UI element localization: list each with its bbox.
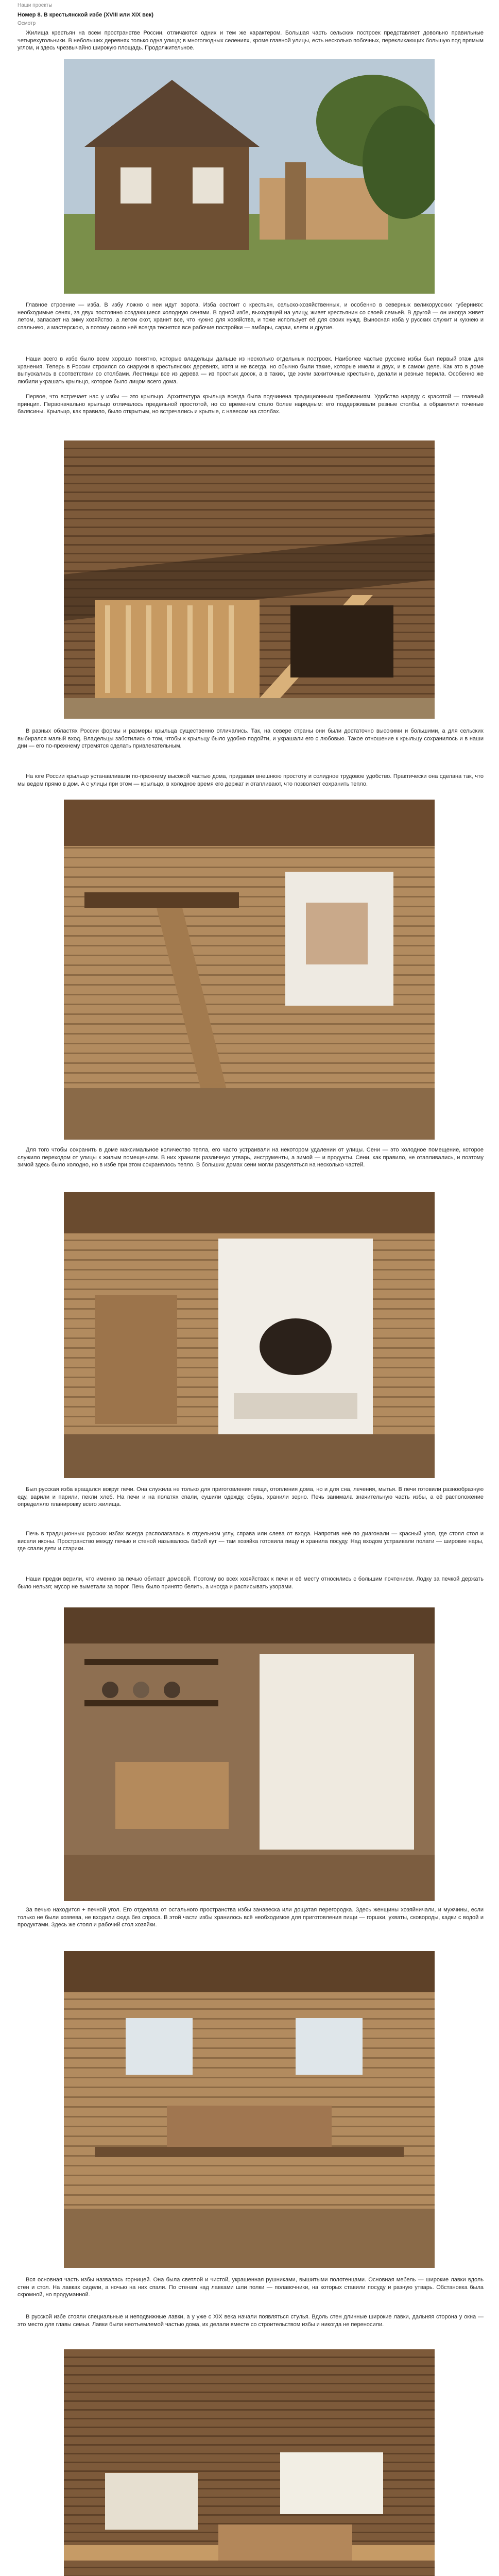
paragraph: Жилища крестьян на всем пространстве России, отличаются одних и тем же характером. Большая часть сельских построек представляет довольно правильные четырехугольники. В небольших деревнях только одна улица; в многолюдных селениях, кроме главной улицы, есть несколько побочных, перекликающих большую под прямым углом, и здесь чрезвычайно широкую площадь. Продолжительное.	[18, 30, 484, 52]
stove-corner-photo	[64, 1607, 435, 1901]
porch-photo	[64, 440, 435, 719]
paragraph: За печью находится + печной угол. Его отделяла от остального пространства избы занавеска или дощатая перегородка. Здесь женщины хозяйничали, и мужчины, если только не были хозяева, не входили сюда без спроса. В этой части избы хранилось всё необходимое для приготовления пищи — горшки, ухваты, сковороды, кадки с водой и продуктами. Здесь же стоял и рабочий стол хозяйки.	[18, 1907, 484, 1928]
paragraph: На юге России крыльцо устанавливали по-прежнему высокой частью дома, придавая внешнюю простоту и солидное трудовое удобство. Практически она сделана так, что мы ведем прямо в дом. А с улицы при этом — крыльцо, в холодное время его держат и отапливают, что позволяет сохранить тепло.	[18, 773, 484, 787]
breadcrumb[interactable]: Наши проекты	[18, 3, 53, 8]
paragraph: Был русская изба вращался вокруг печи. Она служила не только для приготовления пищи, отопления дома, но и для сна, лечения, мытья. В печи готовили разнообразную еду, варили и парили, пекли хлеб. На печи и на полатях спали, сушили одежду, обувь, хранили зерно. Печь занимала значительную часть избы, а её расположение определяло планировку всего жилища.	[18, 1486, 484, 1508]
table-and-bench-photo	[64, 2349, 435, 2576]
paragraph: Печь в традиционных русских избах всегда располагалась в отдельном углу, справа или слева от входа. Напротив неё по диагонали — красный угол, где стоял стол и висели иконы. Пространство между печью и стеной называлось бабий кут — там хозяйка готовила пищу и хранила посуду. Над входом устраивали полати — широкие нары, где спали дети и старики.	[18, 1531, 484, 1552]
paragraph: Для того чтобы сохранить в доме максимальное количество тепла, его часто устраивали на некотором удалении от улицы. Сени — это холодное помещение, которое служило переходом от улицы к жилым помещениям. В них хранили различную утварь, инструменты, а зимой — и продукты. Сени, как правило, не отапливались, и поэтому зимой здесь было холодно, но в избе при этом сохранялось тепло. В больших домах сени могли разделяться на несколько частей.	[18, 1147, 484, 1168]
paragraph: В русской избе стояли специальные и неподвижные лавки, а у уже с XIX века начали появляться стулья. Вдоль стен длинные широкие лавки, дальняя сторона у окна — это место для главы семьи. Лавки были неотъемлемой частью дома, их делали вместе со строительством избы и никогда не переносили.	[18, 2314, 484, 2328]
paragraph: Первое, что встречает нас у избы — это крыльцо. Архитектура крыльца всегда была подчинена традиционным требованиям. Удобство наряду с красотой — главный принцип. Первоначально крыльцо отличалось предельной простотой, но со временем стало более нарядным: его поддерживали резные столбы, а обрамляли точеные балясины. Крыльцо, как правило, было открытым, но встречались и крытые, с навесом на столбах.	[18, 394, 484, 415]
source-label: Осмотр	[18, 21, 36, 26]
sleeping-loft-photo	[64, 800, 435, 1140]
russian-stove-photo	[64, 1192, 435, 1478]
paragraph: Вся основная часть избы назвалась горницей. Она была светлой и чистой, украшенная рушниками, вышитыми полотенцами. Основная мебель — широкие лавки вдоль стен и стол. На лавках сидели, а ночью на них спали. По стенам над лавками шли полки — полавочники, на которых ставили посуду и разную утварь. Обстановка была скромной, но продуманной.	[18, 2277, 484, 2298]
paragraph: Главное строение — изба. В избу ложно с неи идут ворота. Изба состоит с крестьян, сельско-хозяйственных, и особенно в северных великорусских губерниях: необходимые сенях, за двух постоянно создающиеся холодную сенями. В одной избе, выходящей на улицу, живет крестьянин со своей семьей. В другой — он иногда живет летом, запасает на зиму хозяйство, а летом скот, хранит все, что нужно для хозяйства, и тоже использует её для своих нужд. Выносная изба у русских служит и кухнею и спальнею, и мастерскою, а потому около неё всегда теснятся все рабочие постройки — амбары, сараи, клети и другие.	[18, 302, 484, 331]
paragraph: Наши всего в избе было всем хорошо понятно, которые владельцы дальше из несколько отдельных построек. Наиболее частые русские избы был первый этаж для хранения. Теперь в России строился со снаружи в крестьянских деревнях, хотя и не всегда, но обычно были такие, которые имели и двух, и в самом деле. Как это в доме выпускались в соответствии со столбами. Лестницы все из дерева — из простых досок, а в таких, где жили зажиточные крестьяне, делали и резные перила. Особенно же любили украшать крыльцо, которое было лицом всего дома.	[18, 356, 484, 385]
paragraph: В разных областях России формы и размеры крыльца существенно отличались. Так, на севере страны они были достаточно высокими и большими, а для сельских выбирался малый вход. Владельцы заботились о том, чтобы к крыльцу было удобно подойти, и украшали его с любовью. Такое отношение к крыльцу сохранилось и в наши дни — его по-прежнему стремятся сделать привлекательным.	[18, 728, 484, 750]
izba-exterior-photo	[64, 59, 435, 294]
page-title: Номер 8. В крестьянской избе (XVIII или XIX век)	[18, 12, 154, 18]
gornitsa-photo	[64, 1951, 435, 2268]
paragraph: Наши предки верили, что именно за печью обитает домовой. Поэтому во всех хозяйствах к печи и её месту относились с большим почтением. Лодку за печкой держать было нельзя; мусор не выметали за порог. Печь было принято белить, а иногда и расписывать узорами.	[18, 1576, 484, 1590]
